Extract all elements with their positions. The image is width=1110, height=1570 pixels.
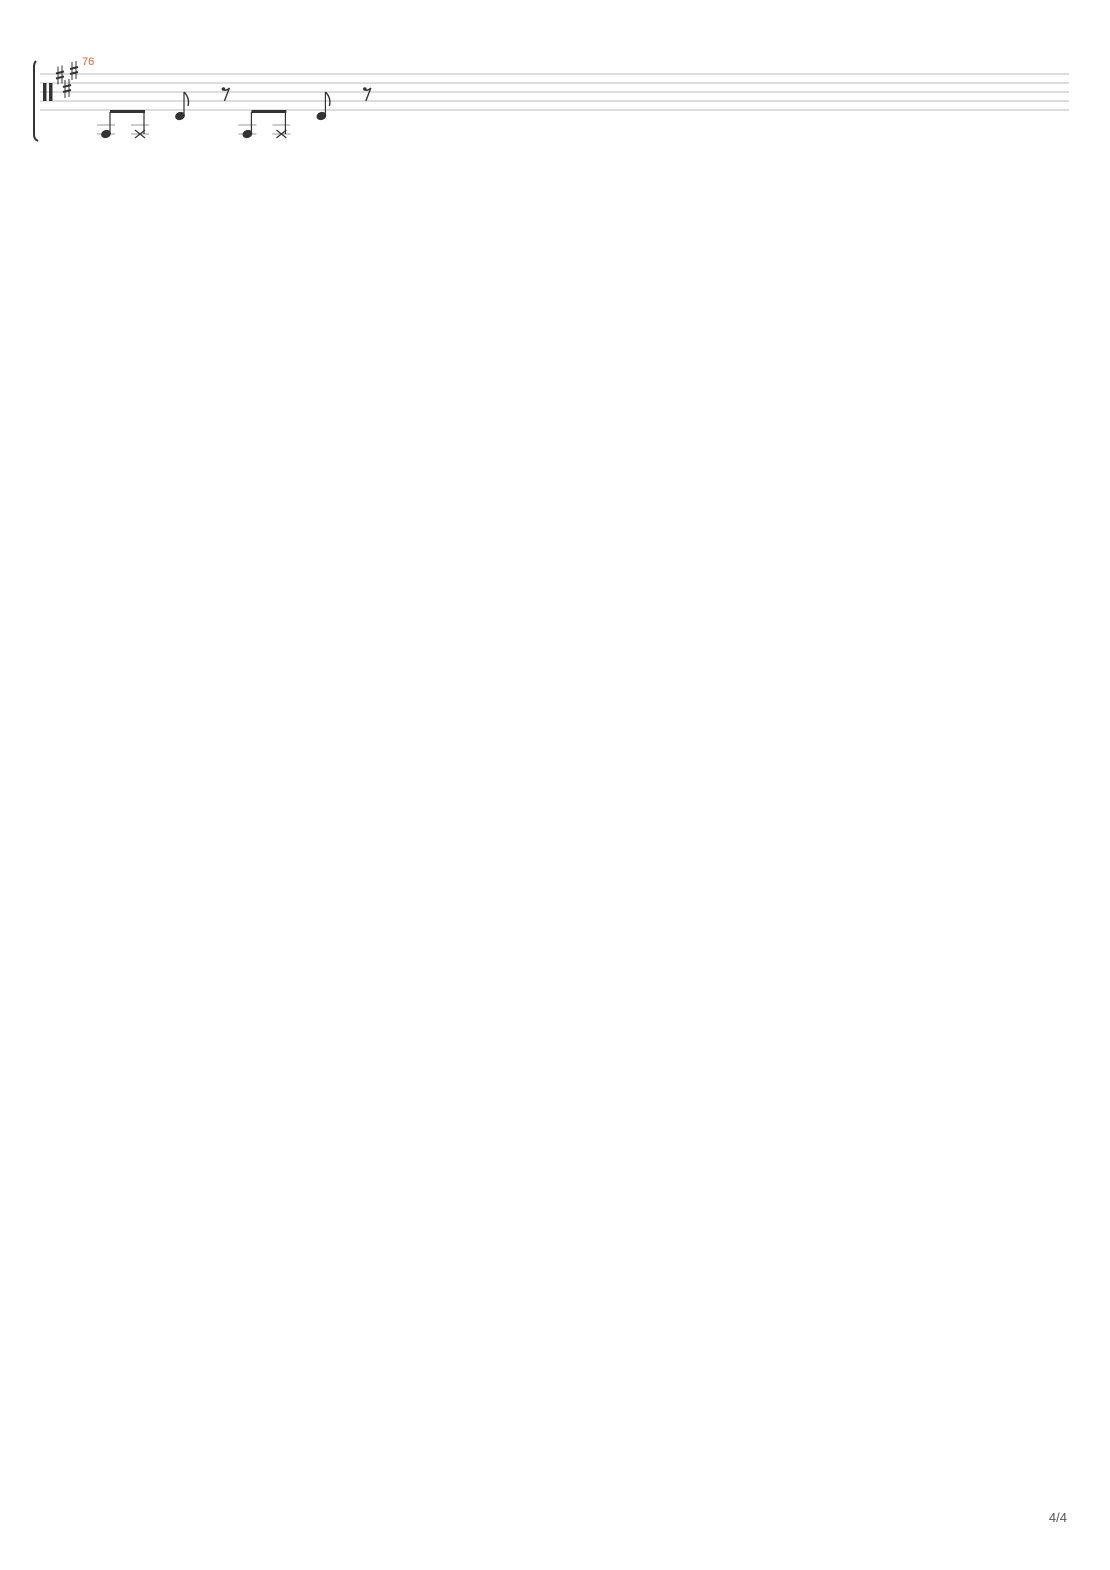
system-bracket: [34, 61, 38, 141]
staff-system: [34, 56, 1069, 141]
sharp-stroke: [56, 72, 64, 74]
beam: [110, 110, 145, 113]
key-sharp: [56, 66, 64, 85]
sharp-stroke: [63, 85, 71, 87]
measure: [82, 56, 371, 139]
measure-number: 76: [82, 56, 95, 68]
key-sharp: [63, 79, 71, 98]
rest-dot: [363, 87, 367, 91]
rest-dot: [222, 87, 226, 91]
beam: [251, 110, 286, 113]
page-number: 4/4: [1048, 1510, 1067, 1525]
sharp-stroke: [70, 67, 78, 69]
note-flag: [325, 92, 330, 106]
percussion-clef: [43, 83, 47, 101]
note-flag: [184, 92, 189, 106]
sharp-stroke: [56, 77, 64, 79]
key-sharp: [70, 61, 78, 80]
percussion-clef: [49, 83, 53, 101]
